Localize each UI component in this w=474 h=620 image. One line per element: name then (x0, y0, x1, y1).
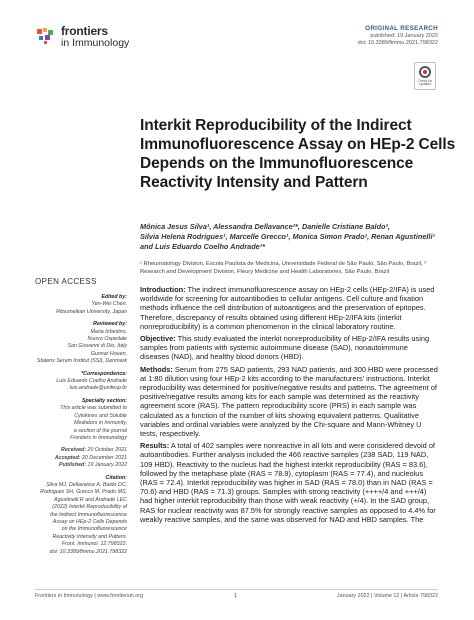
specialty-line: a section of the journal (73, 427, 127, 434)
accepted-label: Accepted: (54, 454, 81, 461)
citation-line: Rodrigues SH, Grecco M, Prado MS, (40, 489, 127, 496)
logo-brand: frontiers (61, 24, 108, 39)
reviewer-line: Statens Serum Institut (SSI), Denmark (36, 358, 127, 365)
section-key: Objective: (140, 334, 176, 344)
reviewer-line: Maria Infantino, (90, 328, 127, 335)
affiliations: ¹ Rheumatology Division, Escola Paulista de Medicina, Universidade Federal de São Paulo, São Paulo, Brazil, ² Research and Development Division, Fleury Medicine and Health Laboratories, São Paulo, Brazil (140, 261, 427, 275)
received-value: 20 October 2021 (87, 447, 127, 454)
specialty-line: Mediators in Immunity, (74, 420, 127, 427)
citation-line: Reactivity Intensity and Pattern. (52, 533, 127, 540)
specialty-block (35, 398, 127, 442)
specialty-line: Frontiers in Immunology (70, 434, 127, 441)
citation-line: Front. Immunol. 12:798322. (61, 541, 127, 548)
correspondent-email[interactable]: luis.andrade@unifesp.br (69, 385, 127, 392)
footer-journal[interactable]: Frontiers in Immunology | www.frontiersin.org (35, 593, 144, 599)
citation-line: Silva MJ, Dellavance A, Baldo DC, (45, 481, 127, 488)
frontiers-logo[interactable] (35, 22, 145, 52)
section-text: Serum from 275 SAD patients, 293 NAD patients, and 300 HBD were processed at 1:80 dilution using four HEp-2 kits according to the manufacturers' instructions. Interkit reproducibility was determined for positive/negative results and patterns. The agreement of positive/negative results among kits for each sample was determined as the reactivity agreement score (RAS). The pattern reproducibility score (PRS) in each sample was calculated as a function of the number of kits showing equivalent patterns. Qualitative variables and ordinal variables were analyzed by the Chi-square and Mann-Whitney U tests, respectively. (140, 364, 438, 439)
author-line: Mônica Jesus Silva¹, Alessandra Dellavance²*, Danielle Cristiane Baldo², (140, 222, 390, 231)
reviewed-by-heading: Reviewed by: (93, 321, 127, 328)
abstract (140, 285, 438, 527)
footer-volume: January 2022 | Volume 12 | Article 798322 (336, 593, 438, 599)
section-text: The indirect immunofluorescence assay on HEp-2 cells (HEp-2/IFA) is used worldwide for screening for autoantibodies to cellular antigens. Cell culture and fixation methods influence the cell distribution of autoantigens and the preservation of epitopes. Therefore, discrepancy of results obtained using different HEp-2/IFA kits (interkit nonreproducibility) is a common phenomenon in the clinical laboratory routine. (140, 285, 435, 331)
published-date: published: 19 January 2022 (370, 32, 438, 39)
citation-line: Agustinelli R and Andrade LEC (54, 496, 127, 503)
citation-line: (2022) Interkit Reproducibility of (52, 504, 127, 511)
author-list (140, 222, 450, 252)
article-header-meta (358, 25, 438, 47)
abstract-methods (140, 365, 438, 439)
editor-name: Yen-Wei Chen, (91, 301, 127, 308)
reviewer-line: Gunnar Houen, (90, 350, 127, 357)
citation-heading: Citation: (105, 474, 127, 481)
citation-line: on the Immunofluorescence (61, 526, 127, 533)
section-key: Introduction: (140, 285, 186, 294)
section-key: Results: (140, 441, 170, 451)
edited-by-block (35, 294, 127, 316)
reviewer-line: San Giovanni di Dio, Italy (67, 343, 127, 350)
check-updates-icon (419, 66, 431, 78)
citation-line: Assay on HEp-2 Cells Depends (52, 518, 127, 525)
article-title: Interkit Reproducibility of the Indirect Immunofluorescence Assay on HEp-2 Cells Depends on the Immunofluorescence Reactivity Intensity and Pattern (140, 117, 456, 191)
citation-block (35, 475, 127, 556)
specialty-heading: Specialty section: (81, 397, 127, 404)
abstract-objective (140, 334, 438, 362)
section-key: Methods: (140, 364, 173, 374)
check-updates-label: Check for updates (417, 78, 433, 86)
check-for-updates-badge[interactable] (414, 62, 436, 90)
open-access-label: OPEN ACCESS (35, 277, 97, 286)
logo-journal: in Immunology (61, 37, 130, 50)
correspondence-heading: *Correspondence: (81, 370, 127, 377)
author-line: and Luis Eduardo Coelho Andrade¹* (140, 242, 265, 251)
correspondence-block (35, 371, 127, 393)
dates-block (35, 447, 127, 469)
published-date-sidebar (35, 462, 127, 469)
received-date (35, 447, 127, 454)
citation-doi[interactable]: doi: 10.3389/fimmu.2021.798322 (49, 548, 127, 555)
accepted-date (35, 455, 127, 462)
accepted-value: 20 December 2021 (81, 454, 127, 461)
article-type: ORIGINAL RESEARCH (365, 25, 438, 32)
section-text: This study evaluated the interkit nonreproducibility of HEp-2/IFA results using samples from patients with systemic autoimmune disease (SAD), nonautoimmune diseases (NAD), and healthy blood donors (HBD). (140, 334, 430, 362)
abstract-introduction (140, 285, 438, 331)
article-sidebar (35, 294, 127, 561)
author-line: Silvia Helena Rodrigues¹, Marcelle Grecco¹, Monica Simon Prado¹, Renan Agustinelli¹ (140, 232, 435, 241)
doi-link[interactable]: doi: 10.3389/fimmu.2021.798322 (357, 39, 438, 46)
specialty-line: This article was submitted to (60, 405, 127, 412)
reviewed-by-block (35, 321, 127, 365)
footer-page-number: 1 (234, 593, 237, 599)
editor-affil: Ritsumeikan University, Japan (56, 308, 127, 315)
published-label: Published: (58, 462, 87, 469)
edited-by-heading: Edited by: (101, 294, 127, 300)
published-value: 19 January 2022 (87, 462, 127, 469)
received-label: Received: (61, 447, 87, 454)
correspondent-name: Luis Eduardo Coelho Andrade (56, 378, 127, 385)
abstract-results (140, 441, 438, 524)
reviewer-line: Nuovo Ospedale (87, 336, 127, 343)
frontiers-logo-icon (35, 26, 57, 48)
section-text: A total of 402 samples were nonreactive in all kits and were considered devoid of autoantibodies. Further analysis included the 466 reactive samples (238 SAD, 119 NAD, 109 HBD). Reactivity to the nucleus had the highest interkit reproducibility (RAS = 83.6), followed by the metaphase plate (RAS = 78.9), cytoplasm (RAS = 77.4), and nucleolus (RAS = 72.4). Interkit reproducibility was higher in SAD (RAS = 78.0) than in NAD (RAS = 70.6) and HBD (RAS = 71.3) groups. Samples with strong reactivity (++++/4 and +++/4) had higher interkit reproducibility than those with weak reactivity (+/4). In the SAD group, RAS for nuclear reactivity was 87.5% for strongly reactive samples as opposed to 4.4% for weakly reactive samples, and the same was observed for NAD and HBD samples. The (140, 441, 436, 524)
specialty-line: Cytokines and Soluble (74, 412, 127, 419)
citation-line: the Indirect Immunofluorescence (50, 511, 127, 518)
footer-divider (35, 589, 438, 590)
